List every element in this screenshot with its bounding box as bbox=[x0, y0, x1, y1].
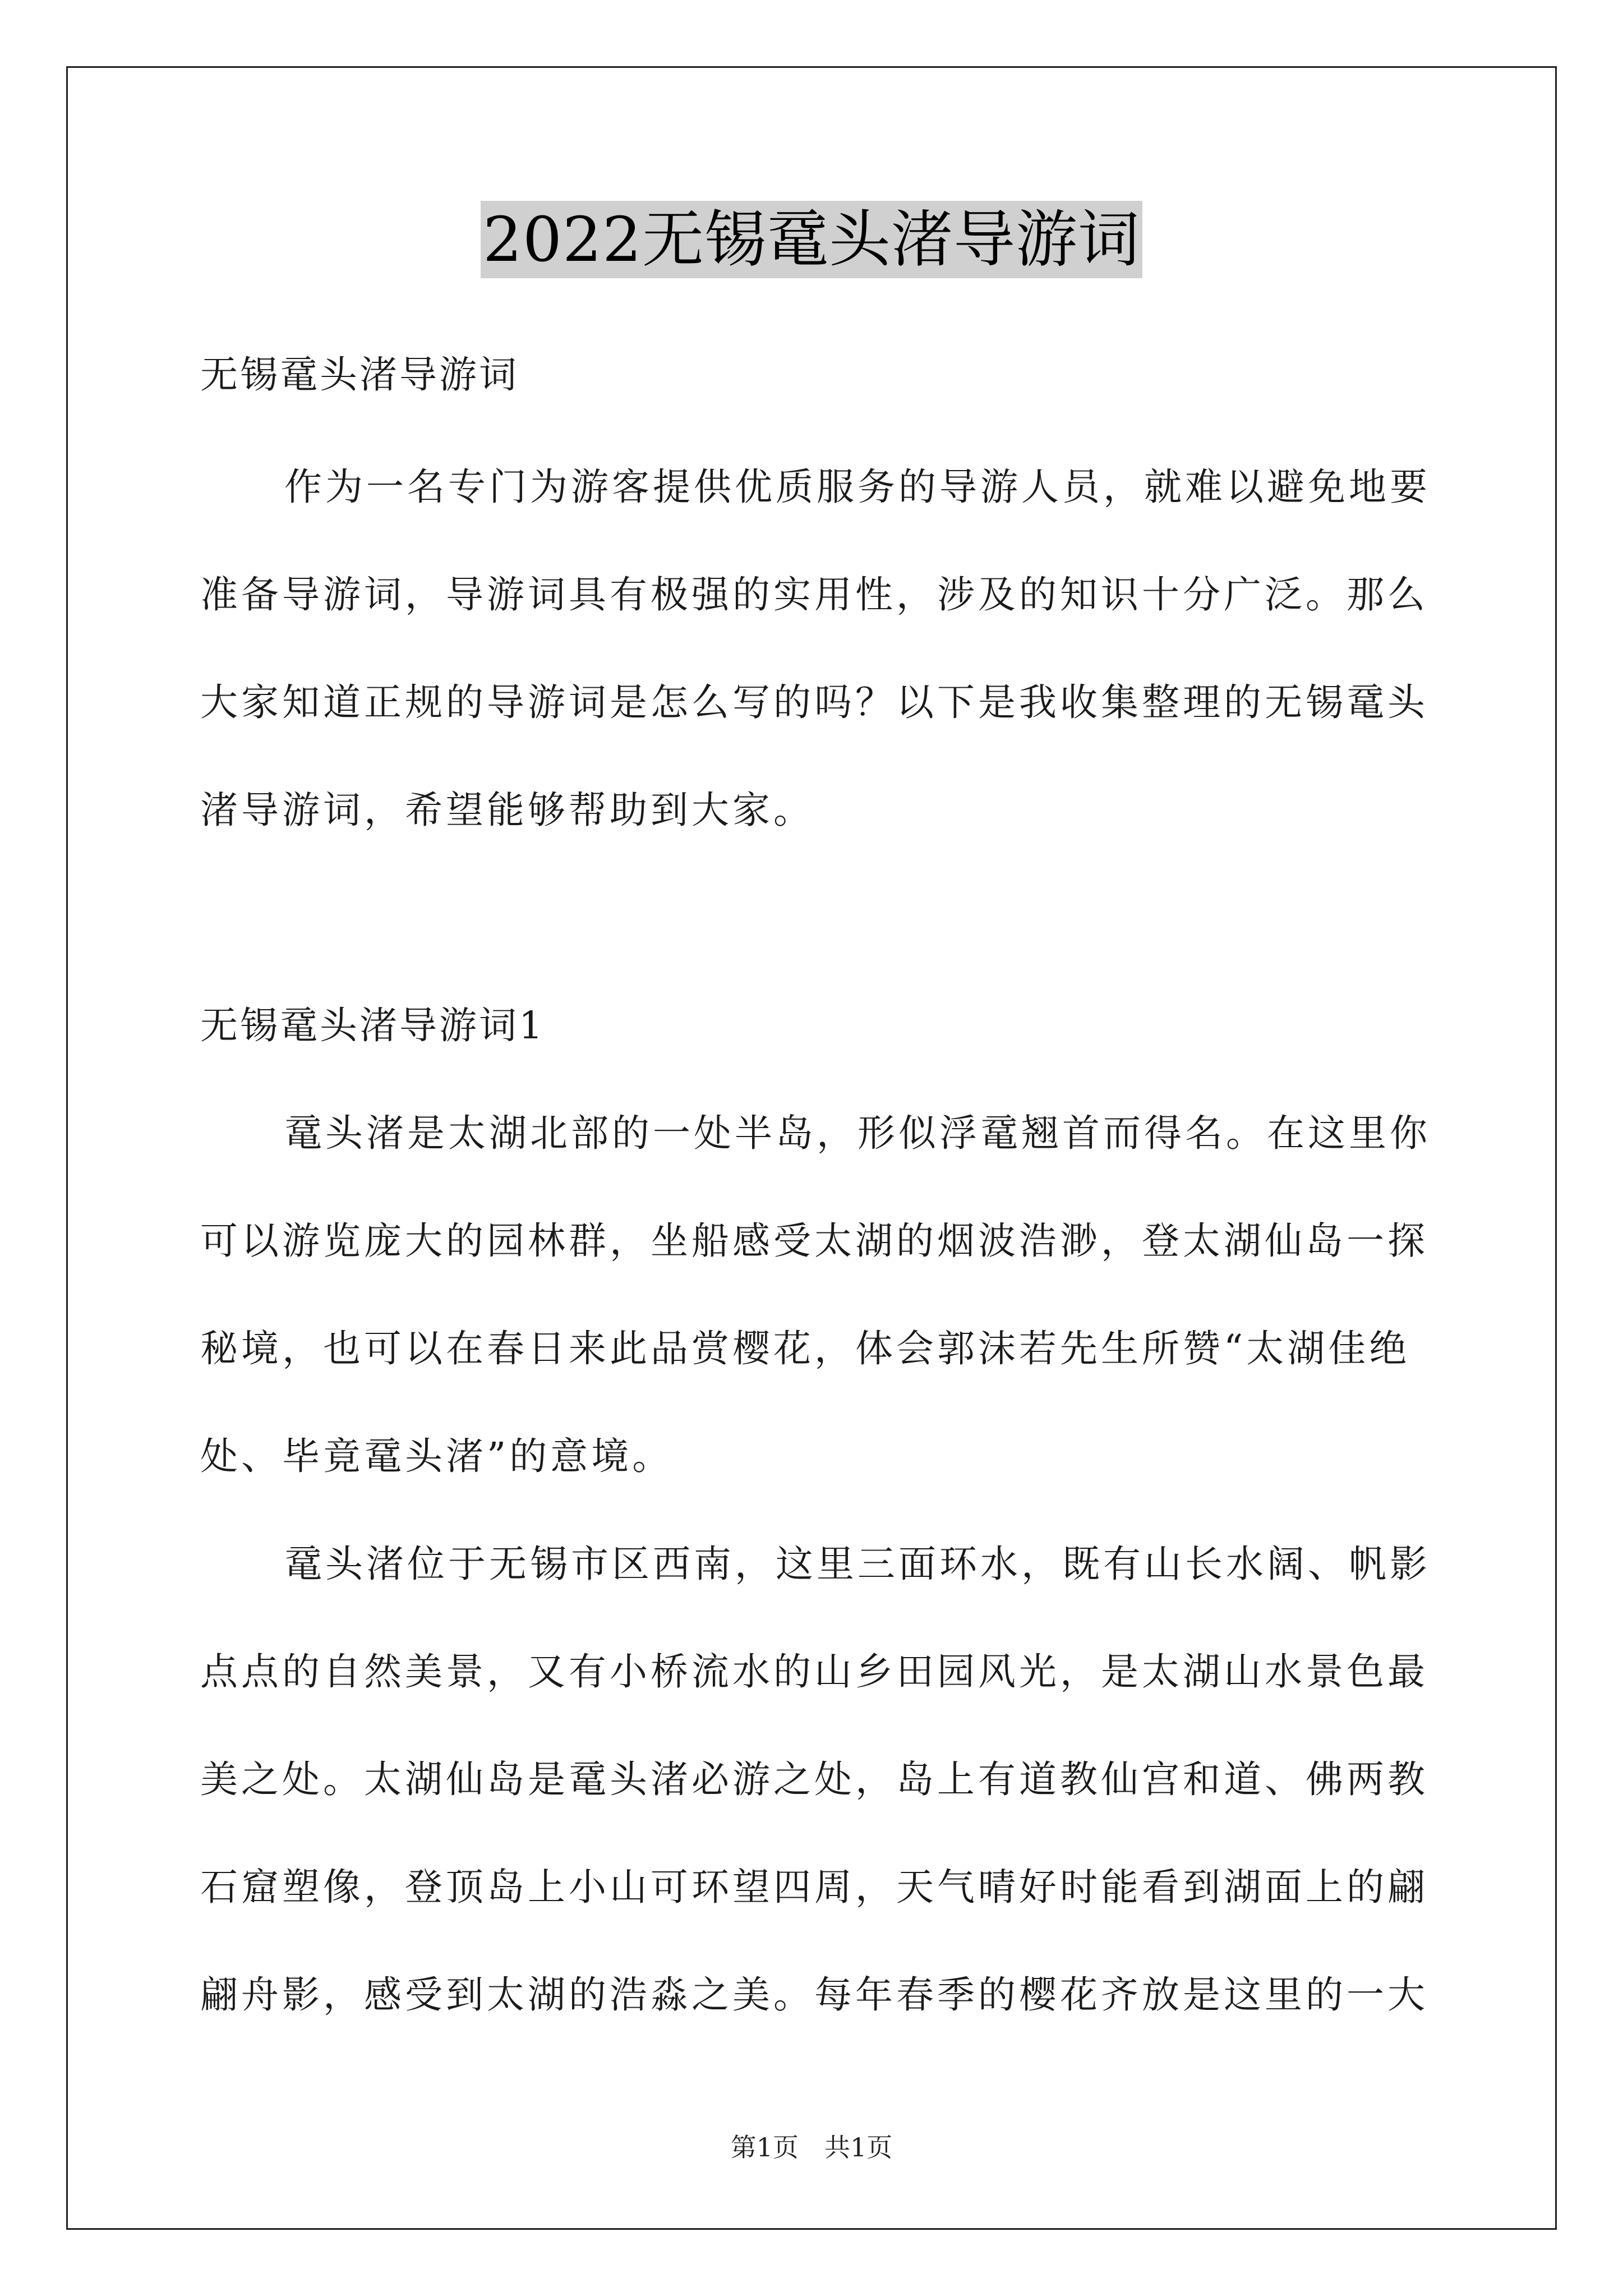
paragraph-line: 点点的自然美景，又有小桥流水的山乡田园风光，是太湖山水景色最 bbox=[200, 1650, 1428, 1694]
document-title: 2022无锡鼋头渚导游词 bbox=[481, 201, 1142, 278]
paragraph-line: 鼋头渚位于无锡市区西南，这里三面环水，既有山长水阔、帆影 bbox=[284, 1542, 1431, 1586]
intro-line: 准备导游词，导游词具有极强的实用性，涉及的知识十分广泛。那么 bbox=[200, 573, 1428, 616]
paragraph-line: 处、毕竟鼋头渚”的意境。 bbox=[200, 1434, 674, 1478]
title-container bbox=[0, 201, 1623, 278]
paragraph-line: 翩舟影，感受到太湖的浩淼之美。每年春季的樱花齐放是这里的一大 bbox=[200, 1973, 1428, 2017]
paragraph-line: 鼋头渚是太湖北部的一处半岛，形似浮鼋翘首而得名。在这里你 bbox=[284, 1111, 1431, 1155]
intro-line: 作为一名专门为游客提供优质服务的导游人员，就难以避免地要 bbox=[284, 465, 1431, 509]
intro-line: 渚导游词，希望能够帮助到大家。 bbox=[200, 788, 814, 832]
document-subtitle: 无锡鼋头渚导游词 bbox=[200, 353, 519, 397]
paragraph-line: 石窟塑像，登顶岛上小山可环望四周，天气晴好时能看到湖面上的翩 bbox=[200, 1865, 1428, 1909]
paragraph-line: 秘境，也可以在春日来此品赏樱花，体会郭沫若先生所赞“太湖佳绝 bbox=[200, 1327, 1410, 1370]
page-footer: 第1页 共1页 bbox=[730, 2132, 893, 2162]
paragraph-line: 可以游览庞大的园林群，坐船感受太湖的烟波浩渺，登太湖仙岛一探 bbox=[200, 1219, 1428, 1263]
intro-line: 大家知道正规的导游词是怎么写的吗？以下是我收集整理的无锡鼋头 bbox=[200, 680, 1428, 724]
paragraph-line: 美之处。太湖仙岛是鼋头渚必游之处，岛上有道教仙宫和道、佛两教 bbox=[200, 1757, 1428, 1801]
section-heading: 无锡鼋头渚导游词1 bbox=[200, 1004, 545, 1047]
